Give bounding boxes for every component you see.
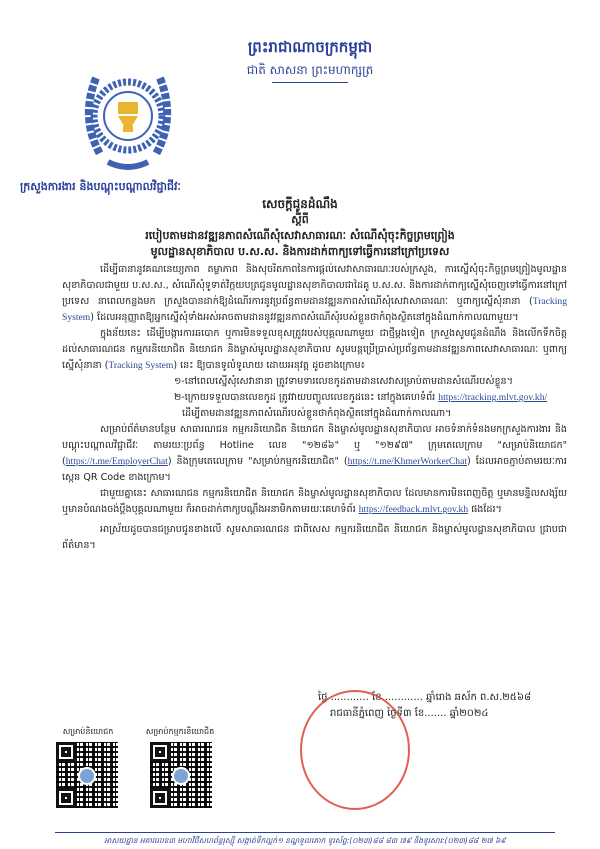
feedback-link[interactable]: https://feedback.mlvt.gov.kh xyxy=(358,504,469,515)
national-motto: ជាតិ សាសនា ព្រះមហាក្សត្រ xyxy=(246,63,374,77)
ornament-divider xyxy=(272,82,348,83)
step-2-continued: ដើម្បីតាមដានវឌ្ឍនភាពសំណើរបស់ខ្លួនថាកំពុងស្ថិតនៅក្នុងដំណាក់កាលណា។ xyxy=(182,408,452,419)
notice-about: ស្តីពី xyxy=(291,213,309,226)
paragraph-1 xyxy=(62,262,567,326)
worker-chat-link[interactable]: https://t.me/KhmerWorkerChat xyxy=(347,456,468,467)
official-seal xyxy=(300,690,410,810)
text: សម្រាប់ព័ត៌មានបន្ថែម សាធារណជន កម្មករនិយោជិត និយោជក និងម្ចាស់មូលដ្ឋានសុខាភិបាល អាចទំនាក់ទំនងមកក្រសួងការងារ និងបណ្តុះបណ្តាលវិជ្ជាជីវៈ តាមរយៈប្រព័ន្ធ Hotline លេខ "១២៨៦" ឬ "១២៩៧" ក្រុមតេលេក្រាម "សម្រាប់និយោជក" ( xyxy=(62,424,567,467)
lunar-date: ថ្ងៃ ............ ខែ ............ ឆ្នាំរោង ឆស័ក ព.ស.២៥៦៨ xyxy=(318,692,532,703)
notice-subject-line-1: របៀបតាមដានវឌ្ឍនភាពសំណើសុំសេវាសាធារណៈ សំណើសុំចុះកិច្ចព្រមព្រៀង xyxy=(145,229,455,242)
footer-divider xyxy=(55,832,555,833)
notice-subject-line-2: មូលដ្ឋានសុខាភិបាល ប.ស.ស. និងការដាក់ពាក្យទៅធ្វើការនៅក្រៅប្រទេស xyxy=(150,245,450,258)
tracking-link[interactable]: https://tracking.mlvt.gov.kh/ xyxy=(438,392,548,403)
employer-chat-link[interactable]: https://t.me/EmployerChat xyxy=(65,456,168,467)
text: ផងដែរ។ xyxy=(471,504,502,515)
ministry-name: ក្រសួងការងារ និងបណ្តុះបណ្តាលវិជ្ជាជីវៈ xyxy=(20,180,181,193)
kingdom-heading: ព្រះរាជាណាចក្រកម្ពុជា xyxy=(247,38,373,56)
step-2 xyxy=(62,390,567,406)
paragraph-5: អាស្រ័យដូចបានជម្រាបជូនខាងលើ សូមសាធារណជន ជាពិសេស កម្មករនិយោជិត និយោជក និងម្ចាស់មូលដ្ឋានសុខាភិបាល ជ្រាបជាព័ត៌មាន។ xyxy=(62,524,567,551)
paragraph-2 xyxy=(62,326,567,374)
notice-title: សេចក្តីជូនដំណឹង xyxy=(262,197,338,211)
solar-date: រាជធានីភ្នំពេញ ថ្ងៃទី៣ ខែ....... ឆ្នាំ២០២៤ xyxy=(330,708,489,719)
paragraph-4 xyxy=(62,486,567,518)
qr-code-icon[interactable] xyxy=(56,742,118,808)
ministry-logo xyxy=(78,58,178,176)
step-1: ១-នៅពេលស្នើសុំសេវានានា ត្រូវទាមទារលេខកូដតាមដានសេវាសម្រាប់តាមដានសំណើរបស់ខ្លួន។ xyxy=(174,376,513,387)
footer-address: អាសយដ្ឋាន អគារលេខ៣ មហាវិថីសហព័ន្ធរុស្ស៊ី សង្កាត់ទឹកល្អក់១ ខណ្ឌទួលគោក ទូរស័ព្ទ:(០២៣)៨៨ ៨៣ ៧៩ និងទូរសារ:(០២៣)៨៨ ២៧ ៦៩ xyxy=(104,836,506,845)
text: ដើម្បីធានានូវគណនេយ្យភាព តម្លាភាព និងសុចរិតភាពនៃការផ្តល់សេវាសាធារណៈរបស់ក្រសួង, ការស្នើសុំចុះកិច្ចព្រមព្រៀងមូលដ្ឋានសុខាភិបាលជាមួយ ប.ស.ស., សំណើសុំទូទាត់វិក្កយបត្រជូនមូលដ្ឋានសុខាភិបាលជាដៃគូ ប.ស.ស. និងការដាក់ពាក្យស្នើសុំចេញទៅធ្វើការនៅក្រៅប្រទេស នាពេលកន្លងមក ក្រសួងបានដាក់ឱ្យដំណើរការនូវប្រព័ន្ធតាមដានវឌ្ឍនភាពសំណើសុំសេវាសាធារណៈ ឬពាក្យស្នើសុំនានា ( xyxy=(62,264,567,307)
text: ) នេះ ឱ្យបានទូលំទូលាយ ដោយអនុវត្ត ដូចខាងក្រោម៖ xyxy=(173,360,365,371)
qr-label: សម្រាប់និយោជក xyxy=(62,727,114,736)
text: ) ដែលអនុញ្ញាតឱ្យអ្នកស្នើសុំទាំងអស់អាចតាមដាននូវវឌ្ឍនភាពសំណើសុំរបស់ខ្លួនថាកំពុងស្ថិតនៅក្នុងដំណាក់កាលណាមួយ។ xyxy=(90,312,519,323)
text: ) ដែលអាចភ្ជាប់តាមរយៈការស្កេន QR Code ខាងក្រោម។ xyxy=(62,456,567,483)
paragraph-3 xyxy=(62,422,567,486)
qr-employer xyxy=(48,726,128,808)
text: ជាមួយគ្នានេះ សាធារណជន កម្មករនិយោជិត និយោជក និងម្ចាស់មូលដ្ឋានសុខាភិបាល ដែលមានការមិនពេញចិត្ត ឬមានមន្ទិលសង្ស័យ ឬមានបំណងចង់ប្តឹងបុគ្គលណាមួយ ក៏អាចដាក់ពាក្យបណ្តឹងអនាមិកតាមរយៈគេហទំព័រ xyxy=(62,488,567,515)
qr-label: សម្រាប់កម្មករនិយោជិត xyxy=(145,727,215,736)
qr-worker xyxy=(140,726,220,808)
qr-code-icon[interactable] xyxy=(150,742,212,808)
text: ២-ក្រោយទទួលបានលេខកូដ ត្រូវវាយបញ្ចូលលេខកូដនេះ នៅក្នុងគេហទំព័រ xyxy=(174,392,436,403)
text: ក្នុងន័យនេះ ដើម្បីបង្ការការឆបោក ឬការមិនទទួលខុសត្រូវរបស់បុគ្គលណាមួយ ជាថ្មីម្តងទៀត ក្រសួងសូមជូនដំណឹង និងលើកទឹកចិត្តដល់សាធារណជន កម្មករនិយោជិត និយោជក និងម្ចាស់មូលដ្ឋានសុខាភិបាល សូមបន្តប្រើប្រាស់ប្រព័ន្ធតាមដានវឌ្ឍនភាពសេវាសាធារណៈ ឬពាក្យស្នើសុំនានា ( xyxy=(62,328,567,371)
notice-body xyxy=(62,262,567,554)
text: ) និងក្រុមតេលេក្រាម "សម្រាប់កម្មករនិយោជិត" ( xyxy=(167,456,348,467)
tracking-system-term: Tracking System xyxy=(62,296,567,323)
tracking-system-term: Tracking System xyxy=(108,360,174,371)
